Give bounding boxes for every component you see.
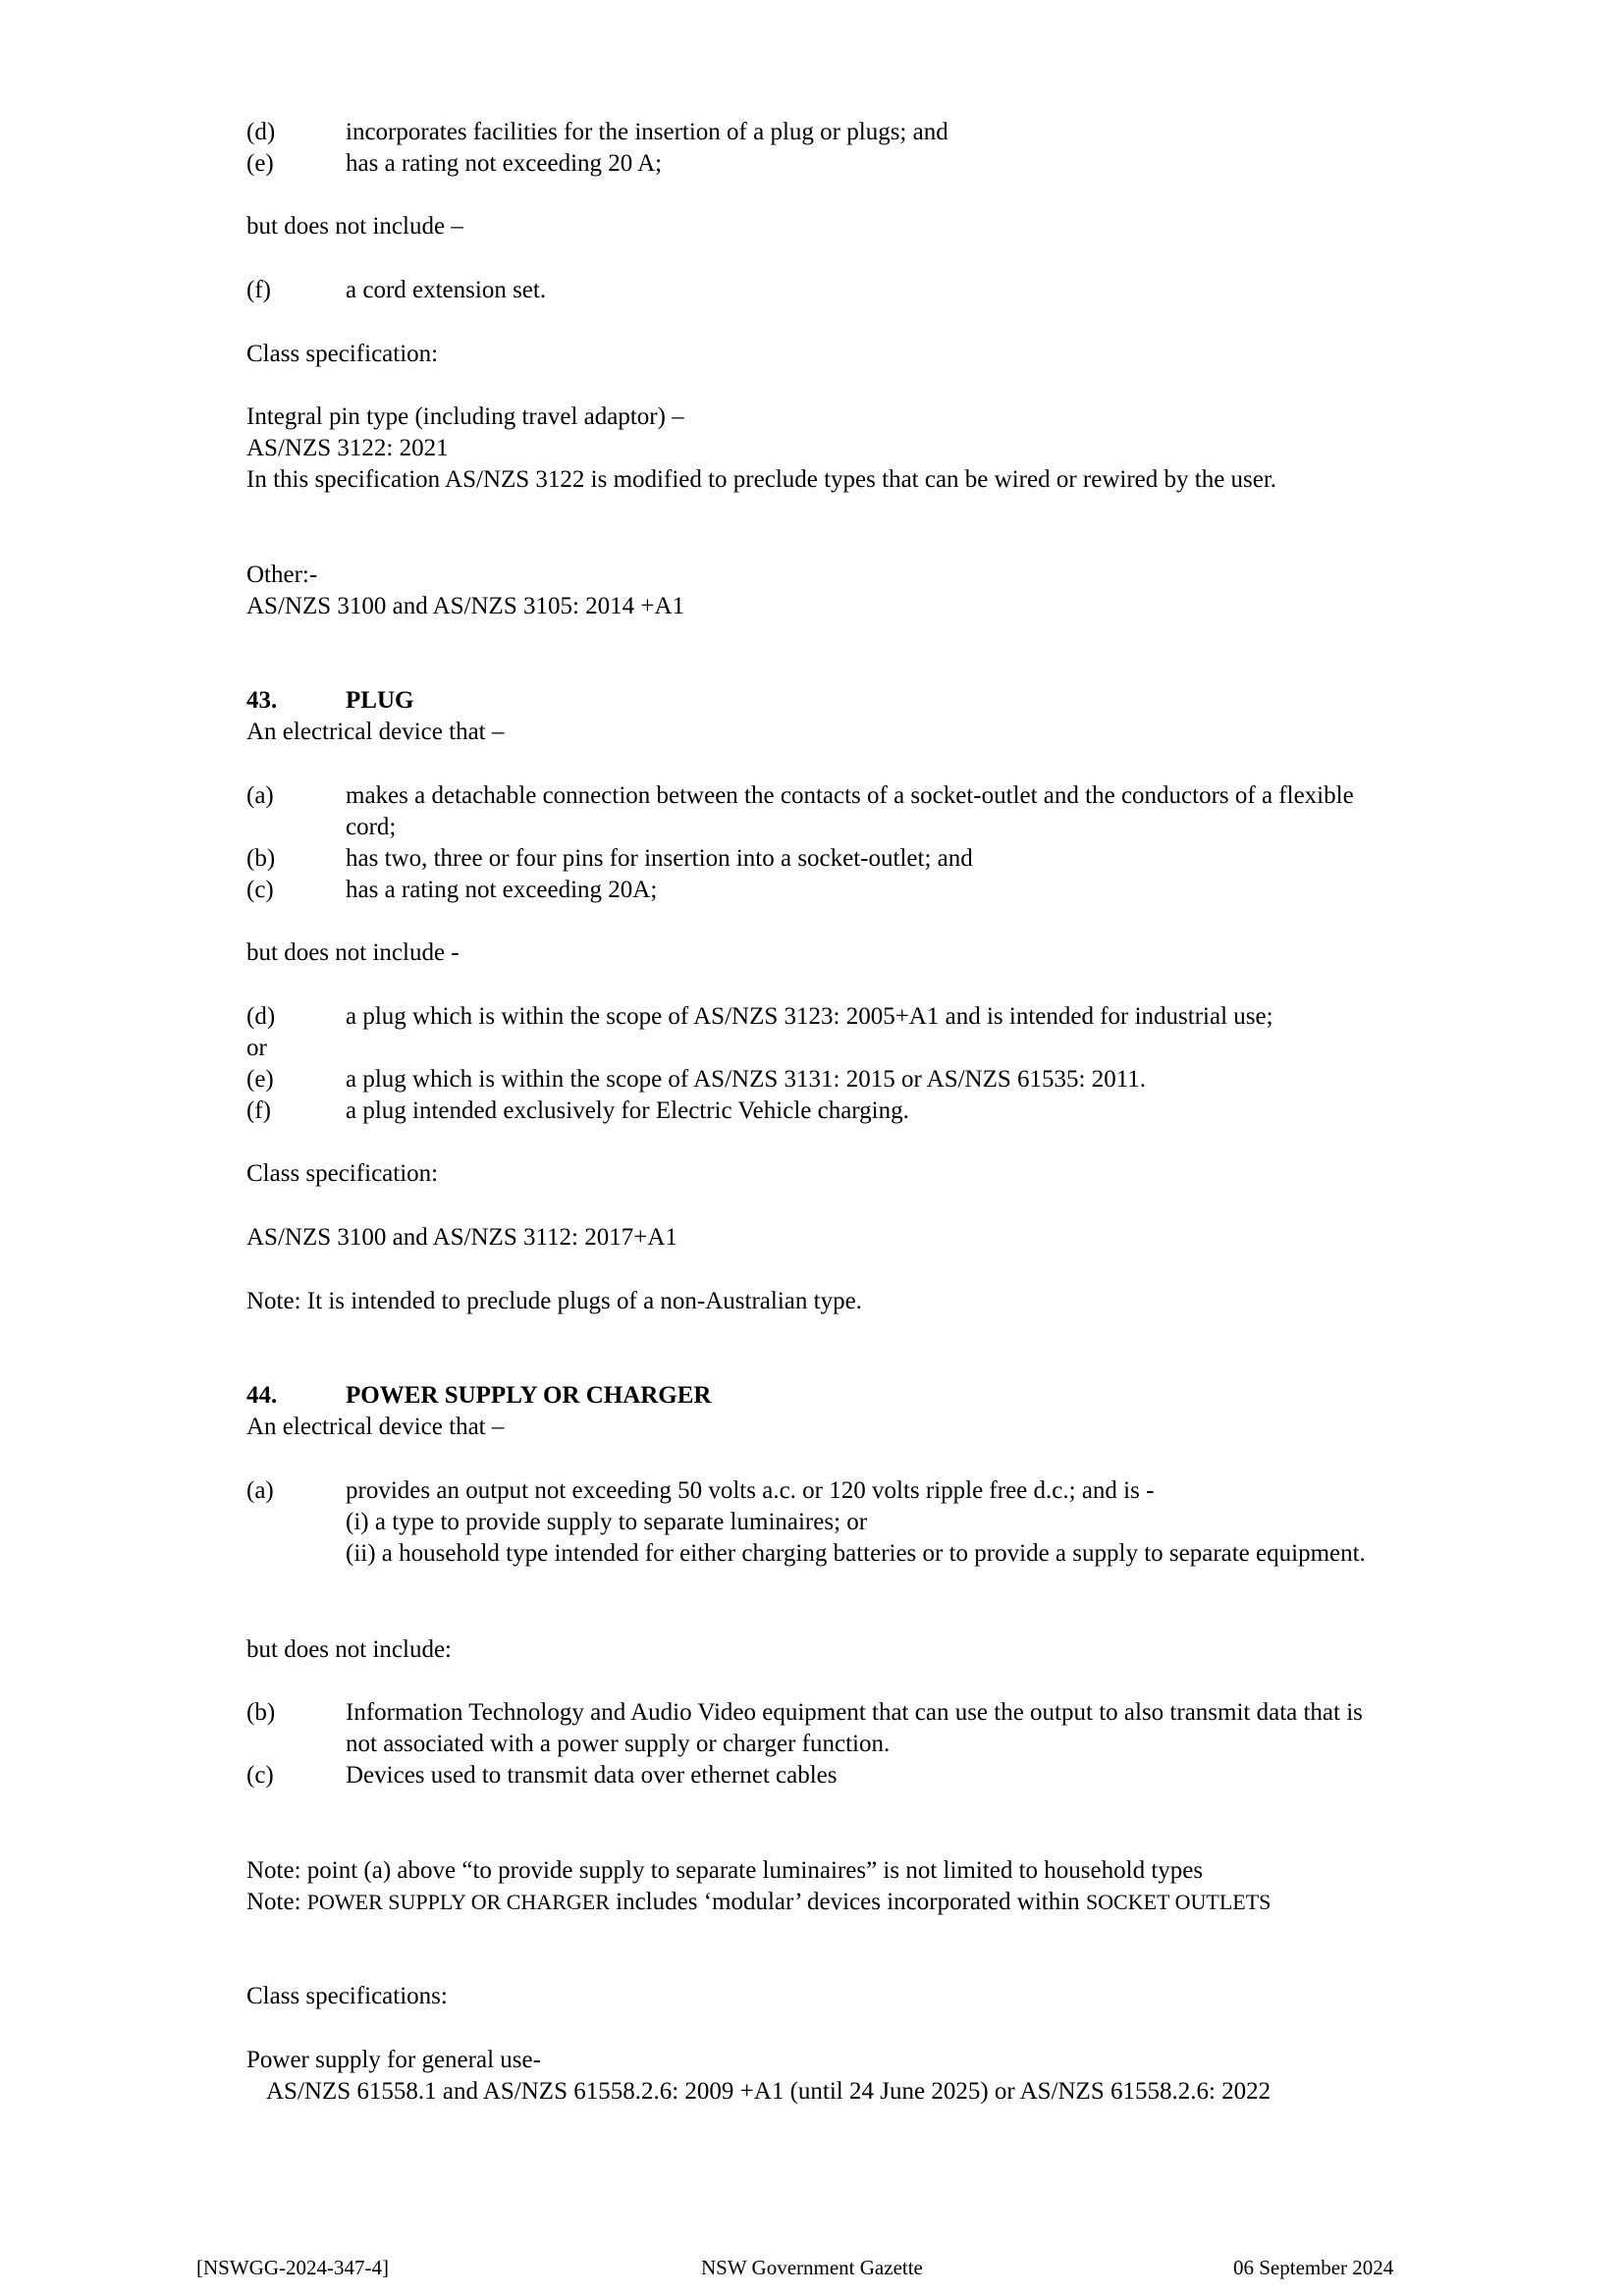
class-spec-heading: Class specifications: — [246, 1983, 448, 2009]
section-intro: An electrical device that – — [246, 1414, 505, 1440]
item-text: makes a detachable connection between the contacts of a socket-outlet and the conductors of a flexible cord; — [346, 782, 1354, 840]
item-label: (c) — [246, 1762, 274, 1789]
section-title: PLUG — [346, 687, 414, 714]
list-item-e — [246, 148, 1395, 180]
item-text: a plug which is within the scope of AS/NZS 3131: 2015 or AS/NZS 61535: 2011. — [346, 1066, 1147, 1093]
term-power-supply: POWER SUPPLY OR CHARGER — [306, 1890, 610, 1914]
sub-item-i: (i) a type to provide supply to separate luminaires; or — [346, 1509, 868, 1535]
note-modular — [246, 1887, 1395, 1918]
section-43-exclusions — [246, 1001, 1395, 1127]
list-item-e — [246, 1064, 1395, 1095]
footer-date: 06 September 2024 — [1233, 2256, 1394, 2279]
item-text: a plug which is within the scope of AS/NZS 3123: 2005+A1 and is intended for industrial use; — [346, 1003, 1273, 1030]
item-label: (a) — [246, 782, 274, 809]
footer-publication: NSW Government Gazette — [701, 2256, 923, 2279]
section-43 — [246, 685, 1395, 748]
section-heading — [246, 1380, 1395, 1412]
standard-ref: AS/NZS 3122: 2021 — [246, 435, 449, 461]
item-text: has two, three or four pins for insertion into a socket-outlet; and — [346, 845, 973, 872]
item-text: provides an output not exceeding 50 volts a.c. or 120 volts ripple free d.c.; and is - — [346, 1477, 1155, 1504]
section-number: 43. — [246, 687, 278, 714]
item-text: has a rating not exceeding 20 A; — [346, 150, 663, 177]
standard-ref: AS/NZS 61558.1 and AS/NZS 61558.2.6: 2009 +A1 (until 24 June 2025) or AS/NZS 61558.2.6: 2022 — [266, 2078, 1272, 2105]
list-item-f — [246, 275, 1395, 306]
item-label: (e) — [246, 1066, 274, 1093]
item-label: (b) — [246, 1699, 276, 1726]
item-label: (d) — [246, 119, 276, 145]
list-item-d — [246, 1001, 1395, 1033]
item-text: has a rating not exceeding 20A; — [346, 877, 658, 903]
item-text: Devices used to transmit data over ethernet cables — [346, 1762, 838, 1789]
exclusion-intro: but does not include - — [246, 939, 460, 966]
integral-pin-spec — [246, 401, 1395, 496]
section-43-items — [246, 780, 1395, 906]
note-middle: includes ‘modular’ devices incorporated within — [609, 1889, 1086, 1915]
item-label: (c) — [246, 877, 274, 903]
spec-label: Integral pin type (including travel adaptor) – — [246, 403, 684, 430]
sub-item-ii: (ii) a household type intended for either charging batteries or to provide a supply to separate equipment. — [346, 1540, 1366, 1567]
standard-ref: AS/NZS 3100 and AS/NZS 3105: 2014 +A1 — [246, 593, 685, 619]
list-item-b — [246, 843, 1395, 875]
exclusion-intro: but does not include: — [246, 1636, 452, 1663]
section-42-continuation — [246, 117, 1395, 180]
section-note: Note: It is intended to preclude plugs of a non-Australian type. — [246, 1288, 862, 1314]
standard-ref: AS/NZS 3100 and AS/NZS 3112: 2017+A1 — [246, 1224, 677, 1251]
section-44-item-a — [246, 1475, 1395, 1570]
item-label: (e) — [246, 150, 274, 177]
item-label: (f) — [246, 277, 271, 303]
class-spec-heading: Class specification: — [246, 341, 439, 367]
item-text: a plug intended exclusively for Electric Vehicle charging. — [346, 1097, 909, 1124]
spec-modification: In this specification AS/NZS 3122 is modified to preclude types that can be wired or rewired by the user. — [246, 466, 1277, 493]
spec-label: Other:- — [246, 561, 318, 588]
spec-label: Power supply for general use- — [246, 2047, 541, 2073]
item-label: (d) — [246, 1003, 276, 1030]
section-heading — [246, 685, 1395, 717]
note-luminaires: Note: point (a) above “to provide supply to separate luminaires” is not limited to household types — [246, 1857, 1204, 1884]
item-label: (b) — [246, 845, 276, 872]
list-item-f — [246, 1095, 1395, 1127]
footer-reference: [NSWGG-2024-347-4] — [196, 2256, 389, 2279]
list-item-a — [246, 1475, 1395, 1570]
section-intro: An electrical device that – — [246, 719, 505, 745]
item-text: Information Technology and Audio Video equipment that can use the output to also transmit data that is not associated with a power supply or charger function. — [346, 1699, 1363, 1757]
list-item-c — [246, 1760, 1395, 1791]
section-title: POWER SUPPLY OR CHARGER — [346, 1382, 712, 1409]
list-item-d — [246, 117, 1395, 148]
section-number: 44. — [246, 1382, 278, 1409]
note-prefix: Note: — [246, 1889, 307, 1915]
list-item-a — [246, 780, 1395, 843]
exclusion-intro: but does not include – — [246, 213, 463, 240]
conjunction: or — [246, 1035, 267, 1061]
class-spec-heading: Class specification: — [246, 1160, 439, 1187]
item-text: a cord extension set. — [346, 277, 547, 303]
item-label: (f) — [246, 1097, 271, 1124]
section-notes — [246, 1855, 1395, 1918]
item-label: (a) — [246, 1477, 274, 1504]
general-use-spec — [246, 2045, 1395, 2108]
section-44 — [246, 1380, 1395, 1443]
other-spec — [246, 560, 1395, 622]
term-socket-outlets: SOCKET OUTLETS — [1085, 1890, 1272, 1914]
section-44-exclusions — [246, 1697, 1395, 1791]
item-text: incorporates facilities for the insertion of a plug or plugs; and — [346, 119, 948, 145]
list-item-b — [246, 1697, 1395, 1760]
list-item-c — [246, 875, 1395, 906]
